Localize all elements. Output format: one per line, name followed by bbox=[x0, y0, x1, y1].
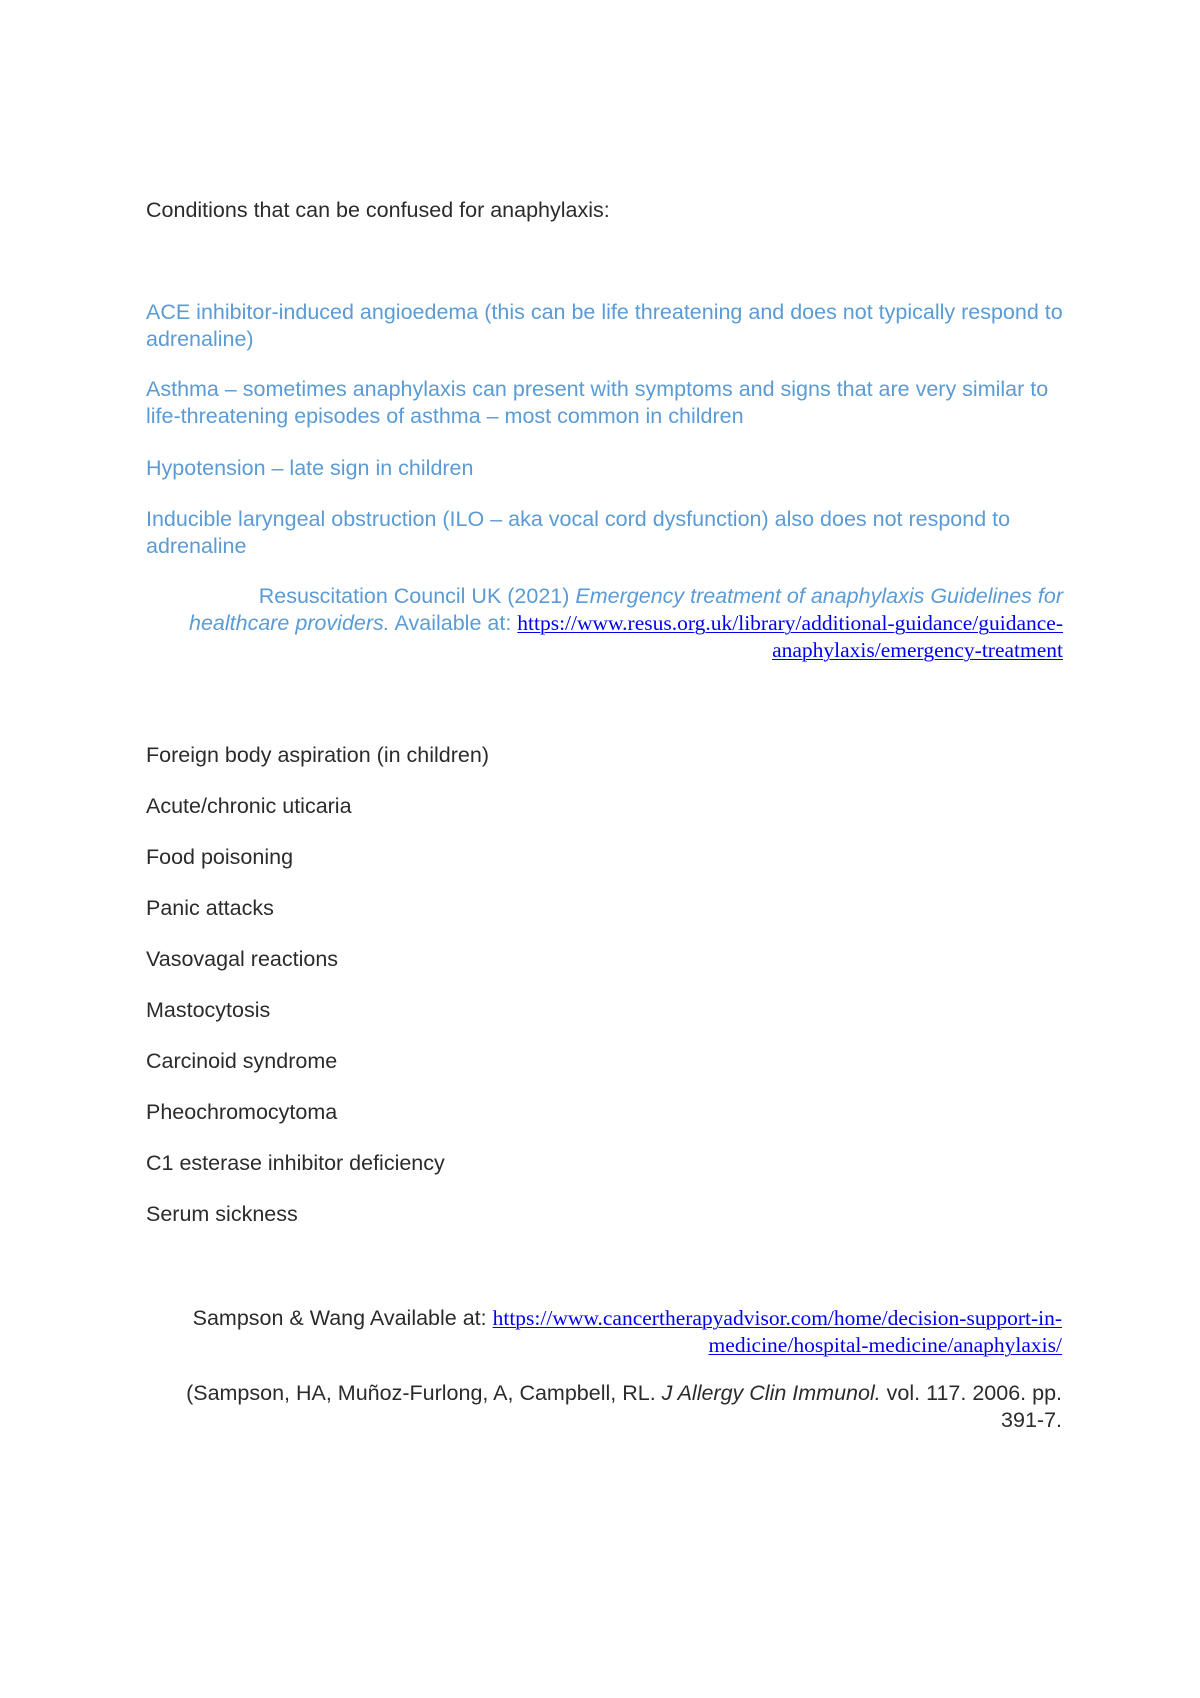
citation-sampson-wang-text: Sampson & Wang Available at: bbox=[192, 1306, 493, 1330]
condition-asthma: Asthma – sometimes anaphylaxis can present with symptoms and signs that are very similar to life-threatening episodes of asthma – most common in children bbox=[146, 377, 1049, 428]
condition-ilo: Inducible laryngeal obstruction (ILO – aka vocal cord dysfunction) also does not respond to adrenaline bbox=[146, 507, 1011, 558]
citation-journal-authors: (Sampson, HA, Muñoz-Furlong, A, Campbell, RL. bbox=[186, 1381, 662, 1405]
citation-journal-details: vol. 117. 2006. pp. 391-7. bbox=[880, 1381, 1062, 1432]
resus-link[interactable]: https://www.resus.org.uk/library/additional-guidance/guidance-anaphylaxis/emergency-treatment bbox=[517, 611, 1063, 662]
citation-resus-authors: Resuscitation Council UK (2021) bbox=[258, 584, 576, 608]
list-item: Pheochromocytoma bbox=[146, 1100, 338, 1124]
citation-sampson-wang bbox=[150, 1305, 1062, 1359]
list-item: Serum sickness bbox=[146, 1202, 298, 1226]
list-item: Food poisoning bbox=[146, 845, 294, 869]
citation-resus-council bbox=[160, 583, 1063, 664]
other-conditions-list bbox=[146, 742, 489, 1252]
citation-resus-title: Emergency treatment of anaphylaxis Guidelines for healthcare providers. bbox=[188, 584, 1063, 635]
list-item: Carcinoid syndrome bbox=[146, 1049, 338, 1073]
page-heading: Conditions that can be confused for anaphylaxis: bbox=[146, 198, 610, 222]
condition-ace-inhibitor: ACE inhibitor-induced angioedema (this can be life threatening and does not typically respond to adrenaline) bbox=[146, 300, 1063, 351]
list-item: C1 esterase inhibitor deficiency bbox=[146, 1151, 445, 1175]
condition-hypotension: Hypotension – late sign in children bbox=[146, 456, 474, 480]
list-item: Vasovagal reactions bbox=[146, 947, 339, 971]
citation-journal-name: J Allergy Clin Immunol. bbox=[661, 1381, 881, 1405]
list-item: Foreign body aspiration (in children) bbox=[146, 743, 489, 767]
list-item: Mastocytosis bbox=[146, 998, 271, 1022]
citation-sampson-journal bbox=[140, 1380, 1062, 1434]
list-item: Panic attacks bbox=[146, 896, 274, 920]
cancertherapyadvisor-link[interactable]: https://www.cancertherapyadvisor.com/home/decision-support-in-medicine/hospital-medicine/anaphylaxis/ bbox=[492, 1306, 1062, 1357]
citation-resus-available: Available at: bbox=[389, 611, 518, 635]
list-item: Acute/chronic uticaria bbox=[146, 794, 352, 818]
